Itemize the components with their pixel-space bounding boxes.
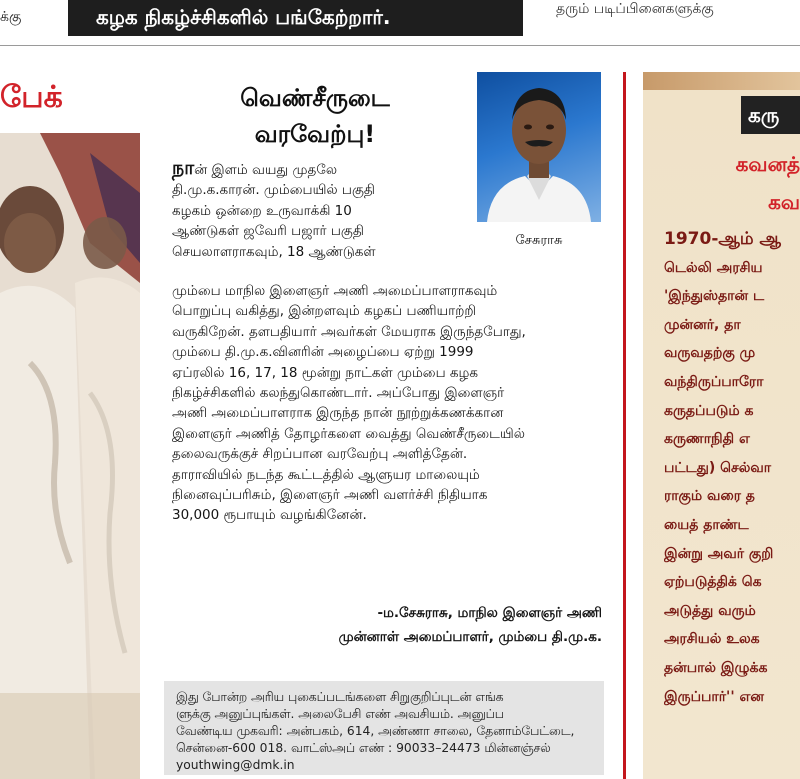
article-title-line1: வெண்சீருடை [240, 84, 390, 112]
portrait-photo [477, 72, 601, 222]
body-line: வருகிறேன். தளபதியார் அவர்கள் மேயராக இருந்தபோது, [172, 323, 526, 340]
signature-line1: -ம.சேசுராசு, மாநில இளைஞர் அணி [377, 605, 602, 621]
top-right-fragment: தரும் படிப்பினைகளுக்கு [556, 1, 714, 17]
right-section-label: கரு [741, 96, 800, 134]
dropcap: நா [172, 157, 195, 179]
top-banner-text: கழக நிகழ்ச்சிகளில் பங்கேற்றார். [96, 4, 391, 29]
notice-line: இது போன்ற அரிய புகைப்படங்களை சிறுகுறிப்புடன் எங்க [176, 690, 504, 704]
top-banner [68, 0, 523, 36]
right-body-line: டெல்லி அரசிய [664, 259, 763, 276]
body-line: மும்பை தி.மு.க.வினரின் அழைப்பை ஏற்று 1999 [172, 344, 474, 361]
signature-line2: முன்னாள் அமைப்பாளர், மும்பை தி.மு.க. [338, 629, 602, 645]
intro-line: செயலாளராகவும், 18 ஆண்டுகள் [172, 243, 376, 260]
right-body-line: ஏற்படுத்திக் கெ [664, 574, 762, 591]
right-body-line: அடுத்து வரும் [664, 602, 756, 619]
body-line: 30,000 ரூபாயும் வழங்கினேன். [172, 507, 367, 524]
right-headline [660, 145, 800, 221]
body-line: ஏப்ரலில் 16, 17, 18 மூன்று நாட்கள் மும்பை கழக [172, 364, 479, 381]
right-body-line: ராகும் வரை த [664, 488, 755, 505]
right-headline-line2: கவ [768, 190, 800, 214]
body-line: நிகழ்ச்சிகளில் கலந்துகொண்டார். அப்போது இளைஞர் [172, 385, 505, 402]
portrait-caption: சேசுராசு [515, 233, 563, 248]
archival-photo [0, 133, 140, 779]
right-panel-top-band [643, 72, 800, 90]
right-body-line: யைத் தாண்ட [664, 516, 749, 533]
right-body-line: இன்று அவர் குறி [664, 545, 774, 562]
right-body-line: வந்திருப்பாரோ [664, 373, 764, 390]
article-body [172, 281, 609, 526]
notice-line: ளுக்கு அனுப்புங்கள். அலைபேசி எண் அவசியம். அனுப்ப [176, 707, 504, 721]
right-body-line: 'இந்துஸ்தான் ட [664, 288, 765, 305]
right-body-line: முன்னர், தா [664, 316, 741, 333]
body-line: அணி அமைப்பாளராக இருந்த நான் நூற்றுக்கணக்கான [172, 405, 504, 422]
submission-notice [164, 681, 604, 775]
intro-line: ஆண்டுகள் ஜவேரி பஜார் பகுதி [172, 223, 364, 240]
right-body-line: வருவதற்கு மு [664, 345, 756, 362]
article-signature [172, 601, 602, 649]
body-line: பொறுப்பு வகித்து, இன்றளவும் கழகப் பணியாற்றி [172, 303, 477, 320]
article-title [165, 80, 465, 152]
body-line: இளைஞர் அணித் தோழர்களை வைத்து வெண்சீருடையில் [172, 425, 525, 442]
right-body-line: பட்டது) செல்வா [664, 459, 772, 476]
right-lead-line: 1970-ஆம் ஆ [664, 229, 781, 249]
intro-line: தி.மு.க.காரன். மும்பையில் பகுதி [172, 182, 375, 199]
article-title-line2: வரவேற்பு! [254, 120, 376, 148]
body-line: தாராவியில் நடந்த கூட்டத்தில் ஆளுயர மாலையும் [172, 466, 480, 483]
horizontal-divider [0, 45, 800, 46]
article-intro [172, 158, 472, 262]
right-body [664, 225, 800, 711]
intro-line-text: ன் இளம் வயது முதலே [194, 162, 338, 178]
left-headline-fragment: பேக் [0, 80, 63, 115]
body-line: தலைவருக்குச் சிறப்பான வரவேற்பு அளித்தேன். [172, 446, 468, 463]
right-body-line: அரசியல் உலக [664, 631, 760, 648]
top-left-fragment: க்கு [0, 9, 22, 25]
body-line: மும்பை மாநில இளைஞர் அணி அமைப்பாளராகவும் [172, 283, 498, 299]
body-line: நினைவுப்பரிசும், இளைஞர் அணி வளர்ச்சி நிதியாக [172, 487, 488, 504]
notice-line: சென்னை-600 018. வாட்ஸ்அப் எண் : 90033–24473 மின்னஞ்சல் [176, 741, 551, 755]
notice-email: youthwing@dmk.in [176, 758, 295, 772]
intro-line [172, 158, 472, 180]
intro-line: கழகம் ஒன்றை உருவாக்கி 10 [172, 202, 352, 219]
right-headline-line1: கவனத் [735, 152, 800, 176]
right-body-line: தன்பால் இழுக்க [664, 659, 768, 676]
right-body-line: கருதப்படும் க [664, 402, 754, 419]
column-divider [623, 72, 626, 779]
notice-line: வேண்டிய முகவரி: அன்பகம், 614, அண்ணா சாலை, தேனாம்பேட்டை, [176, 724, 575, 738]
right-body-line: கருணாநிதி எ [664, 431, 750, 448]
right-body-line: இருப்பார்'' என [664, 688, 765, 705]
